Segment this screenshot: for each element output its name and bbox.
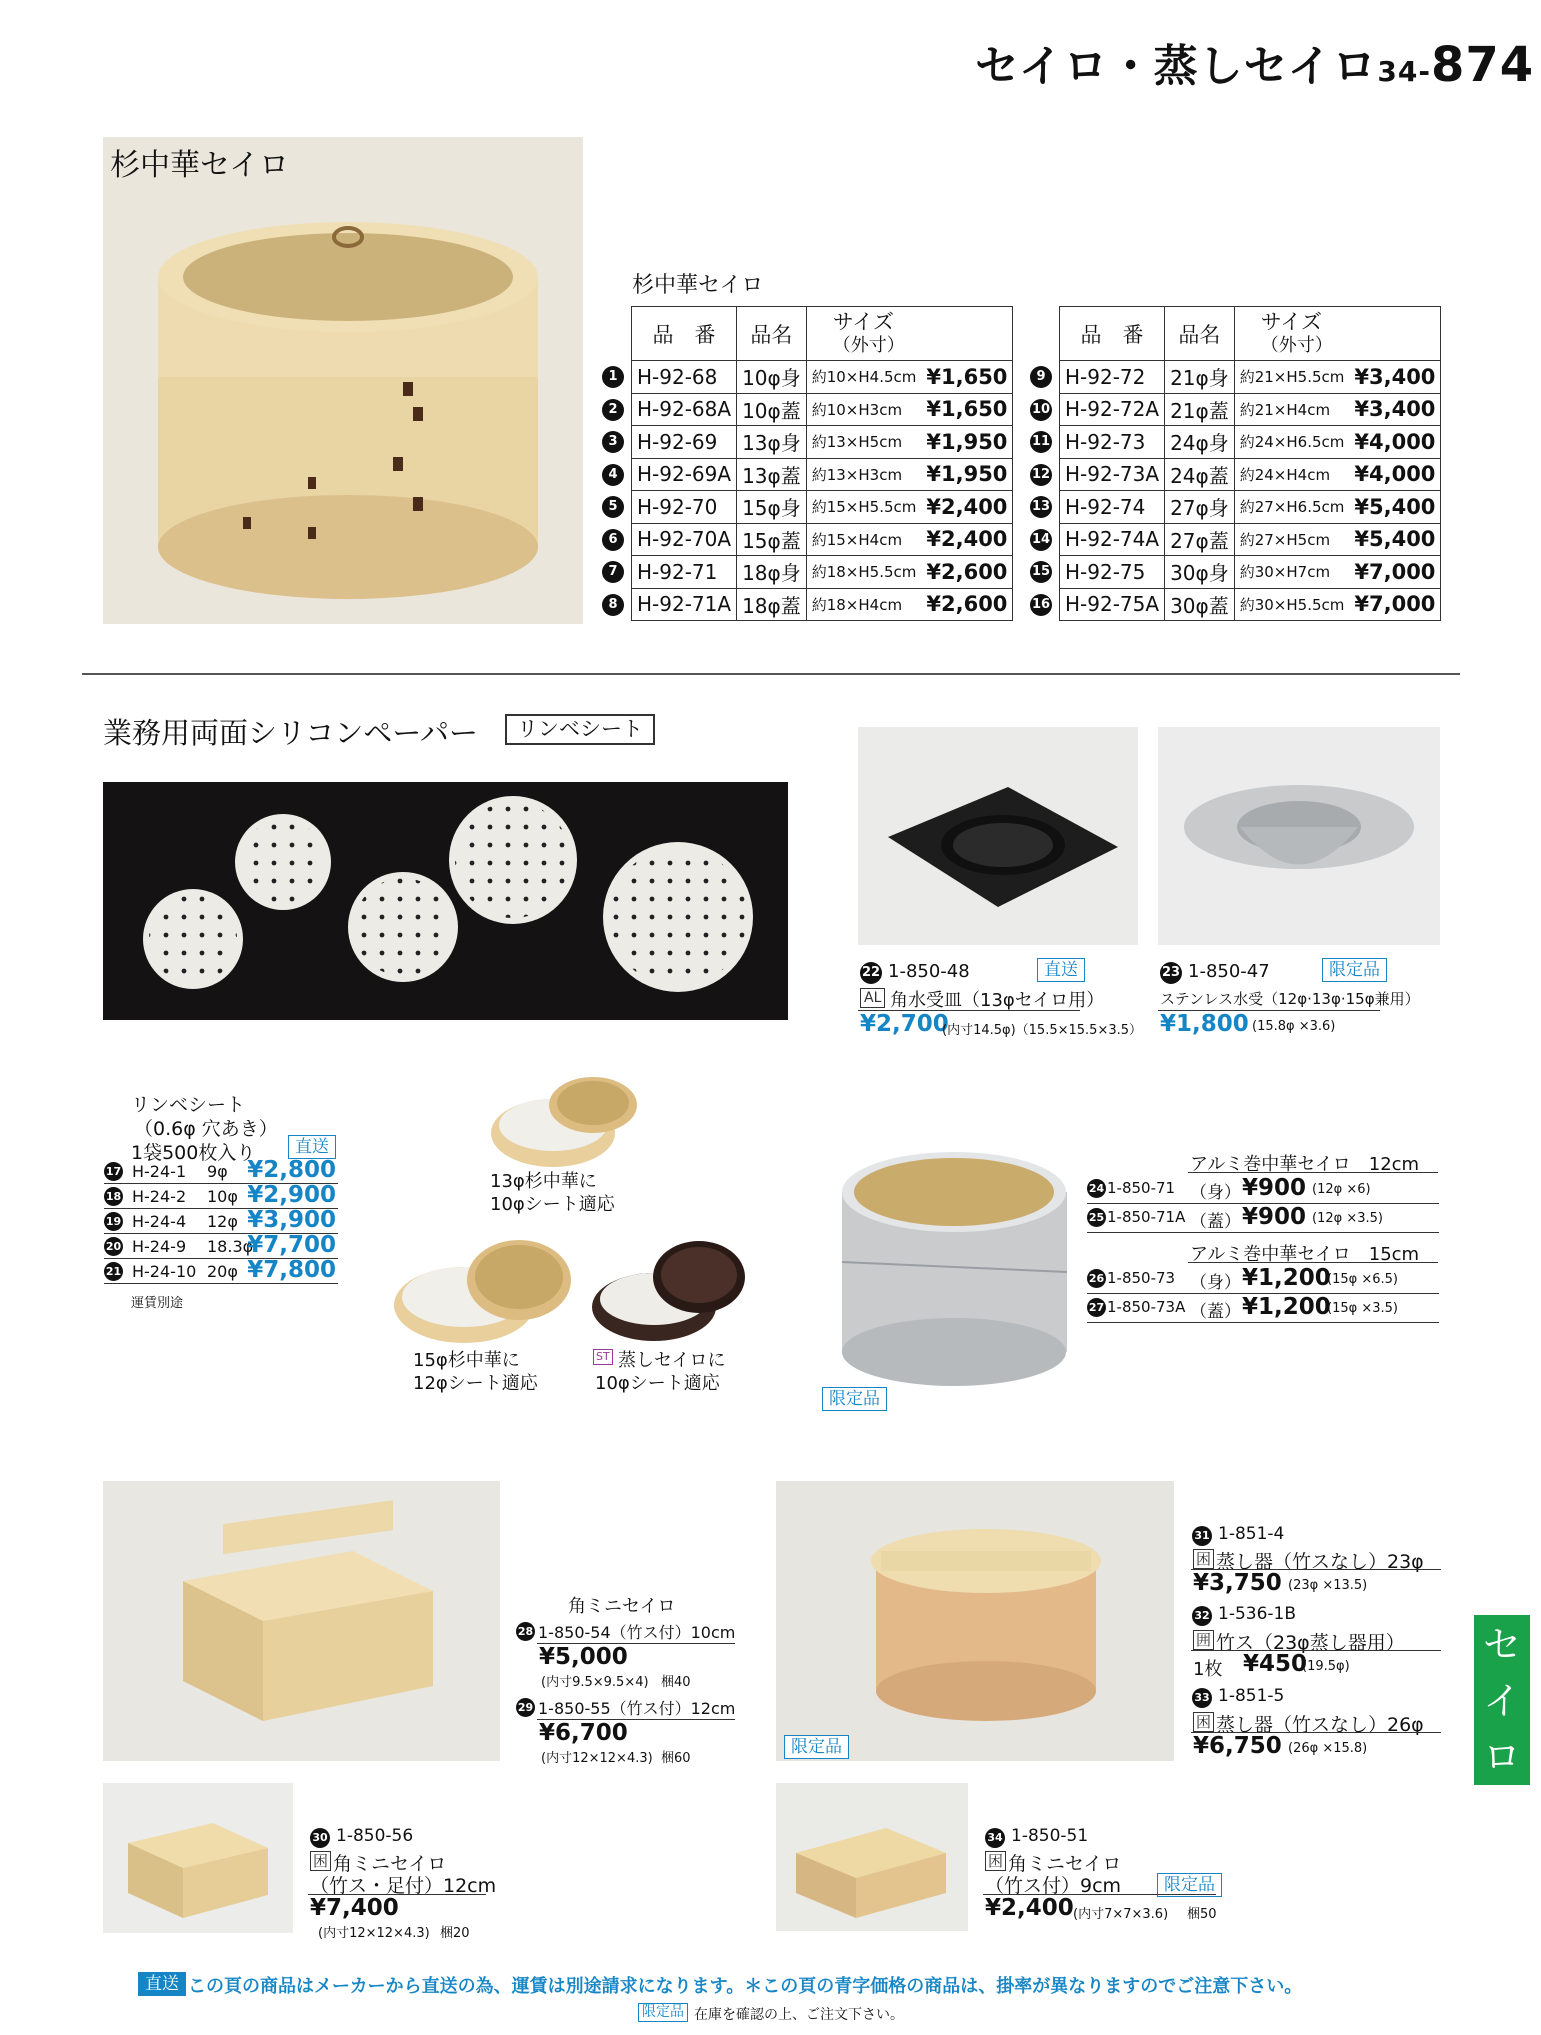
section-divider: [82, 673, 1460, 675]
example-photo-st: [584, 1225, 749, 1350]
item-dims: (内寸7×7×3.6): [1073, 1907, 1169, 1922]
item-part: （蓋）: [1190, 1212, 1241, 1232]
item-price: ¥900: [1242, 1204, 1307, 1230]
cell-price: ¥5,400: [1349, 491, 1441, 524]
item-dims: (12φ ×6): [1312, 1182, 1371, 1197]
cell-size: 約15×H5.5cm: [806, 491, 921, 524]
page-title-text: セイロ・蒸しセイロ: [975, 41, 1378, 92]
kaku-item-28: [516, 1620, 736, 1642]
list-item: [104, 1234, 338, 1259]
index-badge: 33: [1192, 1688, 1212, 1708]
cell-price: ¥4,000: [1349, 426, 1441, 459]
cell-code: H-92-74: [1060, 491, 1165, 524]
cell-code: H-92-71: [632, 556, 737, 589]
alumi-group-12: アルミ巻中華セイロ 12cm: [1190, 1154, 1420, 1175]
index-badge: 18: [104, 1187, 123, 1206]
kaku-title: 角ミニセイロ: [568, 1596, 676, 1617]
item-qty: 1枚: [1193, 1659, 1223, 1680]
cell-size: 約27×H6.5cm: [1234, 491, 1349, 524]
index-badge: 13: [1030, 496, 1052, 518]
cell-name: 15φ蓋: [737, 523, 807, 556]
table-row: [1060, 556, 1441, 589]
cell-name: 30φ身: [1165, 556, 1235, 589]
header-code: 品 番: [1060, 307, 1165, 361]
cell-code: H-92-68A: [632, 393, 737, 426]
cell-code: H-92-75: [1060, 556, 1165, 589]
cell-code: H-92-75A: [1060, 588, 1165, 621]
table-row: [632, 523, 1013, 556]
example-note-13b: 10φシート適応: [490, 1194, 615, 1215]
item-code: H-24-10: [132, 1262, 197, 1281]
item-code: 1-850-54（竹ス付）10cm: [538, 1623, 736, 1642]
index-badge: 5: [602, 496, 624, 518]
example-note-15a: 15φ杉中華に: [413, 1350, 520, 1371]
table-row: [1060, 458, 1441, 491]
cell-name: 24φ身: [1165, 426, 1235, 459]
cell-code: H-92-68: [632, 361, 737, 394]
item-price: ¥6,750: [1193, 1733, 1282, 1759]
item-name: 角水受皿（13φセイロ用）: [890, 990, 1105, 1011]
item-dims: (内寸9.5×9.5×4): [541, 1675, 649, 1690]
index-badge: 30: [310, 1828, 330, 1848]
index-badge: 16: [1030, 594, 1052, 616]
underline: [1191, 1650, 1441, 1651]
cell-price: ¥3,400: [1349, 393, 1441, 426]
st-tag: ST: [593, 1349, 613, 1365]
table-row: [632, 491, 1013, 524]
index-badge: 20: [104, 1237, 123, 1256]
header-code: 品 番: [632, 307, 737, 361]
alumi-row: [1087, 1176, 1439, 1204]
item-price: ¥2,700: [860, 1011, 949, 1037]
material-tag: 困: [1193, 1712, 1214, 1732]
item-pack: 梱50: [1187, 1907, 1217, 1922]
paper-item-list: [104, 1159, 338, 1284]
cell-price: ¥7,000: [1349, 588, 1441, 621]
index-badge: 10: [1030, 399, 1052, 421]
alumi-row: [1087, 1266, 1439, 1294]
shipping-note: 運賃別途: [131, 1296, 184, 1311]
list-item: [104, 1159, 338, 1184]
table-row: [1060, 393, 1441, 426]
index-badge: 31: [1192, 1526, 1212, 1546]
item-price: ¥3,900: [247, 1207, 336, 1233]
mushiki-photo: [776, 1481, 1174, 1761]
item-price: ¥2,900: [247, 1182, 336, 1208]
cell-price: ¥1,650: [921, 361, 1013, 394]
index-badge: 14: [1030, 529, 1052, 551]
cell-name: 27φ身: [1165, 491, 1235, 524]
cell-size: 約24×H6.5cm: [1234, 426, 1349, 459]
material-tag: 困: [985, 1851, 1006, 1871]
item-code: 1-850-47: [1188, 961, 1270, 982]
sugi-right-index: [1030, 361, 1054, 621]
item-code: 1-850-71A: [1107, 1208, 1186, 1226]
item-code: 1-850-48: [888, 961, 970, 982]
cell-size: 約27×H5cm: [1234, 523, 1349, 556]
item-code: 1-850-73A: [1107, 1298, 1186, 1316]
sugi-seiro-photo: [103, 137, 583, 624]
sugi-left-index: [602, 361, 626, 621]
item-price: ¥2,800: [247, 1157, 336, 1183]
cell-name: 18φ蓋: [737, 588, 807, 621]
item-dims: (23φ ×13.5): [1288, 1578, 1368, 1593]
item-name: 角ミニセイロ: [1008, 1853, 1122, 1875]
index-badge: 24: [1087, 1179, 1106, 1198]
limited-tag: 限定品: [784, 1735, 849, 1759]
item-price: ¥1,200: [1242, 1294, 1331, 1320]
index-badge: 34: [985, 1828, 1005, 1848]
table-row: [1060, 523, 1441, 556]
cell-price: ¥7,000: [1349, 556, 1441, 589]
header-size: [1234, 307, 1441, 361]
header-size-sub: （外寸）: [1260, 334, 1333, 356]
item-code: 1-850-73: [1107, 1269, 1176, 1287]
sugi-table-right: [1059, 306, 1441, 621]
index-badge: 21: [104, 1262, 123, 1281]
item-price: ¥1,200: [1242, 1265, 1331, 1291]
item-price: ¥2,400: [985, 1895, 1074, 1921]
direct-ship-tag: 直送: [1037, 958, 1085, 982]
index-badge: 32: [1192, 1606, 1212, 1626]
cell-size: 約30×H5.5cm: [1234, 588, 1349, 621]
cell-size: 約10×H3cm: [806, 393, 921, 426]
item-34: [985, 1826, 1089, 1848]
index-badge: 1: [602, 366, 624, 388]
paper-desc-3: 1袋500枚入り: [131, 1142, 256, 1164]
cell-size: 約30×H7cm: [1234, 556, 1349, 589]
list-item: [104, 1184, 338, 1209]
cell-code: H-92-70A: [632, 523, 737, 556]
item-code: 1-851-4: [1218, 1524, 1285, 1544]
item-price: ¥1,800: [1160, 1011, 1249, 1037]
cell-name: 27φ蓋: [1165, 523, 1235, 556]
item-size: 20φ: [207, 1262, 238, 1281]
table-row: [1060, 491, 1441, 524]
table-row: [1060, 361, 1441, 394]
cell-code: H-92-70: [632, 491, 737, 524]
item-name: 蒸し器（竹スなし）26φ: [1216, 1714, 1424, 1736]
footer-limited-tag: 限定品: [638, 2003, 688, 2022]
index-badge: 11: [1030, 431, 1052, 453]
item-32: [1192, 1604, 1297, 1626]
item-code: H-24-2: [132, 1187, 187, 1206]
cell-code: H-92-73: [1060, 426, 1165, 459]
item-price: ¥7,400: [310, 1895, 399, 1921]
alumi-seiro-photo: [822, 1122, 1097, 1387]
index-badge: 8: [602, 594, 624, 616]
table-row: [632, 361, 1013, 394]
item-size: 18.3φ: [207, 1237, 254, 1256]
item-name: 竹ス（23φ蒸し器用）: [1216, 1632, 1405, 1654]
limited-tag: 限定品: [1157, 1873, 1222, 1897]
paper-desc-1: リンベシート: [131, 1094, 246, 1116]
paper-desc-2: （0.6φ 穴あき）: [134, 1118, 278, 1140]
cell-price: ¥1,950: [921, 426, 1013, 459]
item-price: ¥7,800: [247, 1257, 336, 1283]
cell-price: ¥2,600: [921, 588, 1013, 621]
item-size: 9φ: [207, 1162, 228, 1181]
cell-name: 24φ蓋: [1165, 458, 1235, 491]
index-badge: 4: [602, 464, 624, 486]
item-dims: (12φ ×3.5): [1312, 1211, 1383, 1226]
item-31: [1192, 1524, 1285, 1546]
cell-name: 18φ身: [737, 556, 807, 589]
page-title: [975, 30, 1534, 94]
page-number: 874: [1430, 37, 1535, 93]
item-price: ¥3,750: [1193, 1570, 1282, 1596]
item-dims: (内寸12×12×4.3): [541, 1751, 653, 1766]
kaku-mini-seiro-9-photo: [776, 1783, 968, 1931]
cell-price: ¥2,600: [921, 556, 1013, 589]
cell-size: 約13×H5cm: [806, 426, 921, 459]
item-dims: (15φ ×3.5): [1327, 1301, 1398, 1316]
index-badge: 26: [1087, 1269, 1106, 1288]
item-dims: (19.5φ): [1302, 1659, 1350, 1674]
cell-price: ¥2,400: [921, 491, 1013, 524]
stainless-tray-photo: [1158, 727, 1440, 945]
header-name: 品名: [1165, 307, 1235, 361]
header-size-label: サイズ: [832, 309, 895, 334]
cell-size: 約21×H4cm: [1234, 393, 1349, 426]
index-badge: 23: [1160, 962, 1182, 984]
item-30: [310, 1826, 414, 1848]
material-tag: 囲: [1193, 1630, 1214, 1650]
cell-code: H-92-69: [632, 426, 737, 459]
water-tray-photo: [858, 727, 1138, 945]
example-note-st-b: 10φシート適応: [595, 1373, 720, 1394]
cell-size: 約21×H5.5cm: [1234, 361, 1349, 394]
item-price: ¥5,000: [539, 1644, 628, 1670]
cell-price: ¥4,000: [1349, 458, 1441, 491]
item-price: ¥7,700: [247, 1232, 336, 1258]
cell-size: 約13×H3cm: [806, 458, 921, 491]
item-code: 1-536-1B: [1218, 1604, 1297, 1624]
item-pack: 梱20: [440, 1926, 470, 1941]
cell-code: H-92-72: [1060, 361, 1165, 394]
list-item: [104, 1209, 338, 1234]
item-price: ¥450: [1243, 1651, 1308, 1677]
index-badge: 3: [602, 431, 624, 453]
index-badge: 6: [602, 529, 624, 551]
item-name: 蒸し器（竹スなし）23φ: [1216, 1551, 1424, 1573]
index-badge: 28: [516, 1622, 535, 1641]
item-pack: 梱60: [661, 1751, 691, 1766]
item-name-2: （竹ス・足付）12cm: [310, 1875, 497, 1897]
cell-name: 13φ身: [737, 426, 807, 459]
header-size-label: サイズ: [1260, 309, 1323, 334]
sugi-photo-caption: 杉中華セイロ: [110, 148, 290, 183]
side-tab-char: イ: [1482, 1679, 1521, 1723]
cell-size: 約10×H4.5cm: [806, 361, 921, 394]
side-tab-char: ロ: [1482, 1735, 1521, 1779]
example-note-15b: 12φシート適応: [413, 1373, 538, 1394]
item-code: 1-850-55（竹ス付）12cm: [538, 1699, 736, 1718]
header-size: [806, 307, 1013, 361]
cell-price: ¥1,950: [921, 458, 1013, 491]
item-code: 1-851-5: [1218, 1686, 1285, 1706]
index-badge: 29: [516, 1698, 535, 1717]
cell-size: 約15×H4cm: [806, 523, 921, 556]
index-badge: 12: [1030, 464, 1052, 486]
item-part: （身）: [1190, 1183, 1241, 1203]
paper-badge: リンベシート: [505, 714, 655, 745]
underline: [1188, 1262, 1438, 1263]
index-badge: 22: [860, 962, 882, 984]
index-badge: 2: [602, 399, 624, 421]
underline: [1188, 1172, 1438, 1173]
cell-price: ¥2,400: [921, 523, 1013, 556]
cell-name: 15φ身: [737, 491, 807, 524]
index-badge: 27: [1087, 1298, 1106, 1317]
table-row: [632, 426, 1013, 459]
cell-price: ¥3,400: [1349, 361, 1441, 394]
direct-ship-tag: 直送: [288, 1135, 336, 1159]
item-price: ¥6,700: [539, 1720, 628, 1746]
table-row: [632, 458, 1013, 491]
item-name-2: （竹ス付）9cm: [985, 1875, 1122, 1897]
table-row: [632, 556, 1013, 589]
side-tab-char: セ: [1482, 1623, 1521, 1667]
index-badge: 17: [104, 1162, 123, 1181]
paper-section-title: 業務用両面シリコンペーパー: [103, 716, 478, 750]
index-badge: 19: [104, 1212, 123, 1231]
item-dims: (26φ ×15.8): [1288, 1741, 1368, 1756]
item-dims: (15φ ×6.5): [1327, 1272, 1398, 1287]
example-note-13a: 13φ杉中華に: [490, 1171, 597, 1192]
cell-size: 約24×H4cm: [1234, 458, 1349, 491]
cell-code: H-92-69A: [632, 458, 737, 491]
index-badge: 7: [602, 561, 624, 583]
alumi-row: [1087, 1295, 1439, 1323]
index-badge: 9: [1030, 366, 1052, 388]
cell-price: ¥1,650: [921, 393, 1013, 426]
cell-size: 約18×H4cm: [806, 588, 921, 621]
item-code: H-24-9: [132, 1237, 187, 1256]
index-badge: 25: [1087, 1208, 1106, 1227]
item-code: 1-850-71: [1107, 1179, 1176, 1197]
cell-name: 10φ蓋: [737, 393, 807, 426]
kaku-item-29: [516, 1696, 736, 1718]
item-code: 1-850-56: [336, 1826, 414, 1846]
index-badge: 15: [1030, 561, 1052, 583]
item-22: [860, 961, 970, 984]
item-code: H-24-1: [132, 1162, 187, 1181]
item-size: 10φ: [207, 1187, 238, 1206]
cell-name: 13φ蓋: [737, 458, 807, 491]
cell-name: 21φ身: [1165, 361, 1235, 394]
cell-code: H-92-74A: [1060, 523, 1165, 556]
silicon-paper-photo: [103, 782, 788, 1020]
table-row: [632, 393, 1013, 426]
item-part: （蓋）: [1190, 1302, 1241, 1322]
alumi-row: [1087, 1205, 1439, 1233]
item-name: ステンレス水受（12φ·13φ·15φ兼用）: [1160, 990, 1420, 1008]
item-23: [1160, 961, 1270, 984]
header-name: 品名: [737, 307, 807, 361]
item-33: [1192, 1686, 1285, 1708]
header-size-sub: （外寸）: [832, 334, 905, 356]
cell-price: ¥5,400: [1349, 523, 1441, 556]
cell-size: 約18×H5.5cm: [806, 556, 921, 589]
table-row: [1060, 588, 1441, 621]
footer-line-1: この頁の商品はメーカーから直送の為、運賃は別途請求になります。＊この頁の青字価格の商品は、掛率が異なりますのでご注意下さい。: [188, 1976, 1303, 1997]
cell-name: 10φ身: [737, 361, 807, 394]
cell-name: 30φ蓋: [1165, 588, 1235, 621]
list-item: [104, 1259, 338, 1284]
cell-code: H-92-72A: [1060, 393, 1165, 426]
material-tag: 困: [310, 1851, 331, 1871]
limited-tag: 限定品: [822, 1387, 887, 1411]
item-name: 角ミニセイロ: [333, 1853, 447, 1875]
footer-direct-tag: 直送: [138, 1972, 186, 1996]
sugi-table-left: [631, 306, 1013, 621]
item-code: H-24-4: [132, 1212, 187, 1231]
cell-code: H-92-71A: [632, 588, 737, 621]
item-dims: (15.8φ ×3.6): [1252, 1019, 1336, 1034]
example-photo-13: [483, 1065, 641, 1180]
cell-name: 21φ蓋: [1165, 393, 1235, 426]
item-pack: 梱40: [661, 1675, 691, 1690]
item-dims: (内寸12×12×4.3): [318, 1926, 430, 1941]
item-code: 1-850-51: [1011, 1826, 1089, 1846]
example-photo-15: [389, 1225, 574, 1350]
cell-code: H-92-73A: [1060, 458, 1165, 491]
footer-line-2: 在庫を確認の上、ご注文下さい。: [694, 2007, 904, 2023]
table-row: [1060, 426, 1441, 459]
example-note-st-a: 蒸しセイロに: [618, 1350, 726, 1371]
section-prefix: 34-: [1377, 55, 1431, 88]
kaku-mini-seiro-photo: [103, 1481, 500, 1761]
table-row: [632, 588, 1013, 621]
alumi-group-15: アルミ巻中華セイロ 15cm: [1190, 1244, 1420, 1265]
kaku-mini-seiro-legs-photo: [103, 1783, 293, 1933]
material-tag: AL: [860, 988, 885, 1008]
side-tab-seiro: [1474, 1615, 1530, 1785]
item-price: ¥900: [1242, 1175, 1307, 1201]
limited-tag: 限定品: [1322, 958, 1387, 982]
item-size: 12φ: [207, 1212, 238, 1231]
item-dims: (内寸14.5φ)（15.5×15.5×3.5）: [942, 1023, 1143, 1038]
item-part: （身）: [1190, 1273, 1241, 1293]
sugi-table-title: 杉中華セイロ: [632, 273, 764, 298]
material-tag: 困: [1193, 1549, 1214, 1569]
